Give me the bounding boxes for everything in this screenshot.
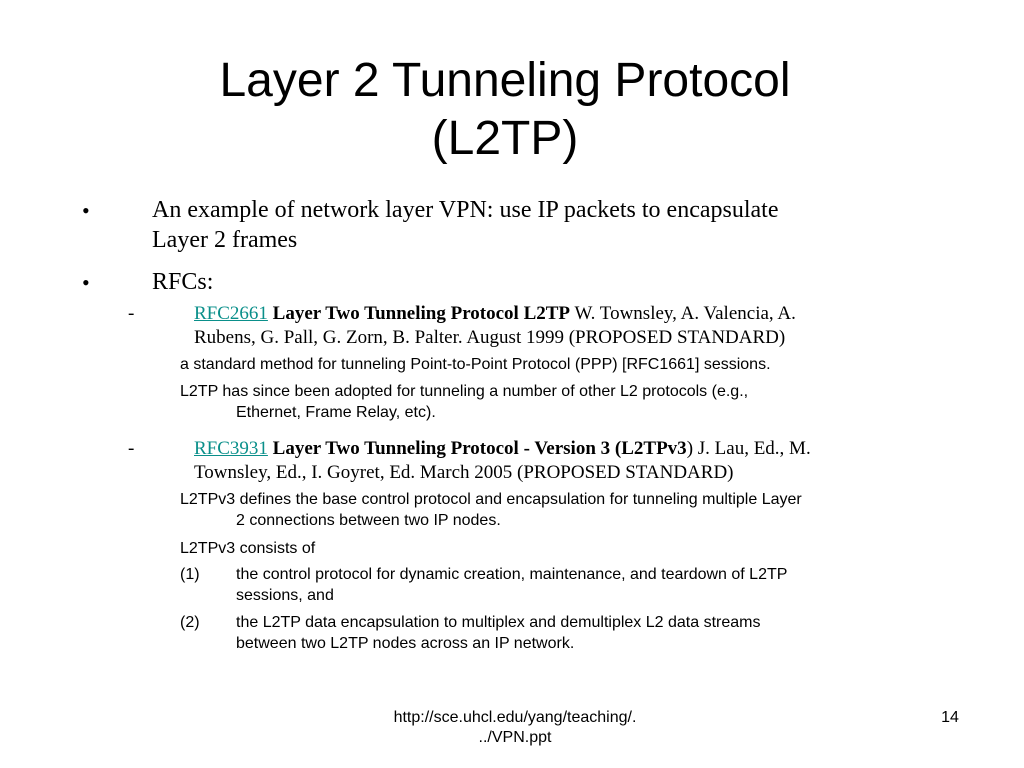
rfc3931-title: Layer Two Tunneling Protocol - Version 3 (L2TPv3 (272, 438, 687, 459)
slide-title (80, 52, 930, 168)
bullet-vpn-example (152, 195, 778, 255)
footer-url-line2: ../VPN.ppt (478, 729, 552, 746)
footer-source-url (330, 708, 700, 748)
rfc2661-detail-standard-method: a standard method for tunneling Point-to-Point Protocol (PPP) [RFC1661] sessions. (180, 356, 771, 373)
numbered-item-data-encapsulation (236, 612, 760, 654)
bullet-rfcs: RFCs: (152, 269, 214, 295)
rfc2661-entry (194, 302, 796, 350)
numbered-item-2-line2: between two L2TP nodes across an IP network. (236, 635, 575, 652)
rfc3931-entry (194, 437, 811, 485)
rfc2661-title: Layer Two Tunneling Protocol L2TP (272, 303, 571, 324)
numbered-marker-2: (2) (180, 614, 200, 631)
rfc3931-authors: ) J. Lau, Ed., M. (686, 438, 811, 459)
slide-title-line2: (L2TP) (431, 112, 579, 165)
bullet-vpn-example-line1: An example of network layer VPN: use IP packets to encapsulate (152, 197, 779, 223)
bullet-marker: • (82, 198, 90, 223)
bullet-marker: • (82, 270, 90, 295)
rfc-dash-marker: - (128, 438, 135, 459)
rfc3931-detail-consists: L2TPv3 consists of (180, 540, 316, 557)
rfc3931-detail-defines-line2: 2 connections between two IP nodes. (236, 512, 501, 529)
numbered-item-1-line1: the control protocol for dynamic creation, maintenance, and teardown of L2TP (236, 566, 788, 583)
rfc3931-authors-line2: Townsley, Ed., I. Goyret, Ed. March 2005 (PROPOSED STANDARD) (194, 462, 734, 483)
rfc2661-authors: W. Townsley, A. Valencia, A. (570, 303, 796, 324)
rfc2661-detail-adopted (180, 381, 748, 423)
numbered-item-2-line1: the L2TP data encapsulation to multiplex and demultiplex L2 data streams (236, 614, 761, 631)
rfc2661-authors-line2: Rubens, G. Pall, G. Zorn, B. Palter. August 1999 (PROPOSED STANDARD) (194, 327, 786, 348)
rfc-dash-marker: - (128, 303, 135, 324)
slide-title-line1: Layer 2 Tunneling Protocol (219, 54, 791, 107)
bullet-vpn-example-line2: Layer 2 frames (152, 227, 298, 253)
slide-page-number: 14 (941, 709, 959, 726)
rfc2661-detail-adopted-line2: Ethernet, Frame Relay, etc). (236, 404, 436, 421)
rfc2661-link[interactable]: RFC2661 (194, 303, 268, 324)
numbered-item-1-line2: sessions, and (236, 587, 334, 604)
rfc3931-link[interactable]: RFC3931 (194, 438, 268, 459)
rfc2661-detail-adopted-line1: L2TP has since been adopted for tunneling a number of other L2 protocols (e.g., (180, 383, 749, 400)
numbered-marker-1: (1) (180, 566, 200, 583)
numbered-item-control-protocol (236, 564, 787, 606)
rfc3931-detail-defines-line1: L2TPv3 defines the base control protocol and encapsulation for tunneling multiple Layer (180, 491, 802, 508)
rfc3931-detail-defines (180, 489, 802, 531)
footer-url-line1: http://sce.uhcl.edu/yang/teaching/. (393, 709, 637, 726)
